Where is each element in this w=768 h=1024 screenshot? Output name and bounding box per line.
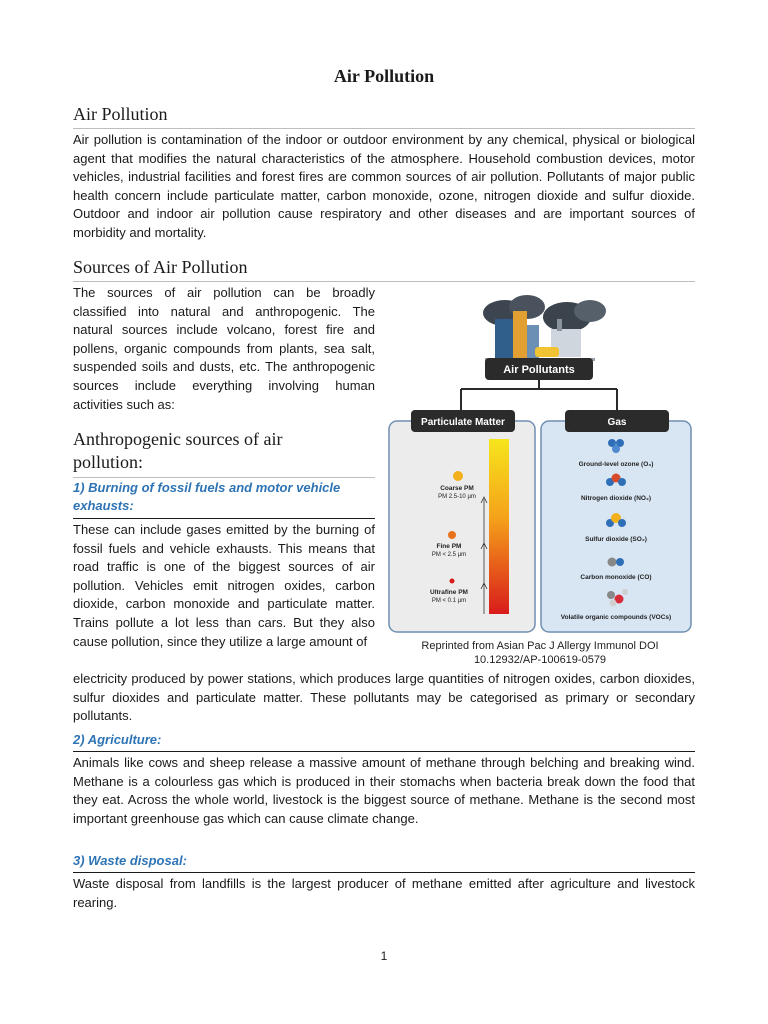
smoke-cloud-icon (574, 300, 606, 322)
pm-item-name: Coarse PM (440, 485, 474, 492)
body-fossil-fuels-wide: electricity produced by power stations, which produces large quantities of nitrogen oxides, carbon dioxides, sulfur dioxides and particulate matter. These pollutants may be categorised as primary or secondary pollutants. (73, 671, 695, 724)
page-title: Air Pollution (333, 66, 435, 86)
building-icon (513, 311, 527, 359)
pm-header-label: Particulate Matter (421, 417, 505, 428)
divider (73, 518, 375, 519)
root-node-label: Air Pollutants (503, 364, 575, 376)
pollution-illustration (483, 295, 606, 361)
figure-caption-line-1: Reprinted from Asian Pac J Allergy Immunol DOI (421, 640, 659, 652)
ultrafine-pm-dot-icon (450, 579, 455, 584)
figure-caption-line-2: 10.12932/AP-100619-0579 (473, 654, 607, 666)
particle-size-gradient-bar (489, 439, 509, 614)
body-waste-disposal: Waste disposal from landfills is the largest producer of methane emitted after agriculture and livestock rearing. (73, 876, 695, 910)
fine-pm-dot-icon (448, 531, 456, 539)
tree-connector (461, 380, 617, 410)
heading-line-1: Anthropogenic sources of air (73, 429, 283, 449)
chimney-icon (557, 319, 562, 331)
section-heading-air-pollution: Air Pollution (73, 104, 695, 129)
section-body-air-pollution: Air pollution is contamination of the indoor or outdoor environment by any chemical, physical or biological agent that modifies the natural characteristics of the atmosphere. Household combustion devices, motor vehicles, industrial facilities and forest fires are common sources of air pollution. Pollutants of major public health concern include particulate matter, carbon monoxide, ozone, nitrogen dioxide and sulfur dioxide. Outdoor and indoor air pollution cause respiratory and other diseases and are important sources of morbidity and mortality. (73, 132, 695, 240)
gas-item-name: Ground-level ozone (O₃) (578, 461, 654, 468)
section-heading-sources: Sources of Air Pollution (73, 257, 695, 282)
subheading-agriculture: 2) Agriculture: (73, 732, 162, 747)
heading-line-2: pollution: (73, 452, 144, 472)
gas-item-name: Nitrogen dioxide (NO₂) (580, 495, 652, 502)
gas-item-name: Sulfur dioxide (SO₂) (585, 536, 647, 543)
pm-item-name: Ultrafine PM (430, 589, 468, 596)
figure-diagram (385, 289, 695, 669)
gas-header-label: Gas (607, 417, 627, 428)
pm-item-size: PM < 0.1 µm (431, 598, 467, 604)
body-fossil-fuels-narrow: These can include gases emitted by the burning of fossil fuels and vehicle exhausts. This means that road traffic is one of the biggest sources of air pollution. Vehicles emit nitrogen oxides, carbon dioxide, carbon monoxide and particulate matter. Trains pollute a lot less than cars. But they also cause pollution, since they utilize a large amount of (73, 522, 375, 649)
car-icon (535, 347, 559, 357)
pm-item-name: Fine PM (436, 543, 462, 550)
subheading-waste-disposal: 3) Waste disposal: (73, 853, 187, 868)
pm-item-size: PM < 2.5 µm (431, 552, 467, 558)
page-number: 1 (380, 949, 388, 963)
coarse-pm-dot-icon (453, 471, 463, 481)
air-pollutants-figure (385, 289, 695, 669)
section-heading-anthropogenic (73, 428, 375, 478)
gas-item-name: Carbon monoxide (CO) (580, 574, 652, 581)
building-icon (495, 319, 513, 359)
pm-item-size: PM 2.5-10 µm (438, 494, 476, 500)
body-agriculture: Animals like cows and sheep release a massive amount of methane through belching and breaking wind. Methane is a colourless gas which is produced in their stomachs when bacteria break down the food that they eat. Across the whole world, livestock is the biggest source of methane. Methane is the second most important greenhouse gas which can cause climate change. (73, 755, 695, 826)
divider (73, 751, 695, 752)
section-body-sources: The sources of air pollution can be broadly classified into natural and anthropogenic. The natural sources include volcano, forest fire and pollens, organic compounds from plants, sea salt, suspended soils and dusts, etc. The anthropogenic sources include everything involving human activities such as: (73, 285, 375, 412)
divider (73, 872, 695, 873)
subheading-fossil-fuels: 1) Burning of fossil fuels and motor vehicle exhausts: (73, 480, 341, 513)
gas-item-name: Volatile organic compounds (VOCs) (560, 614, 672, 621)
